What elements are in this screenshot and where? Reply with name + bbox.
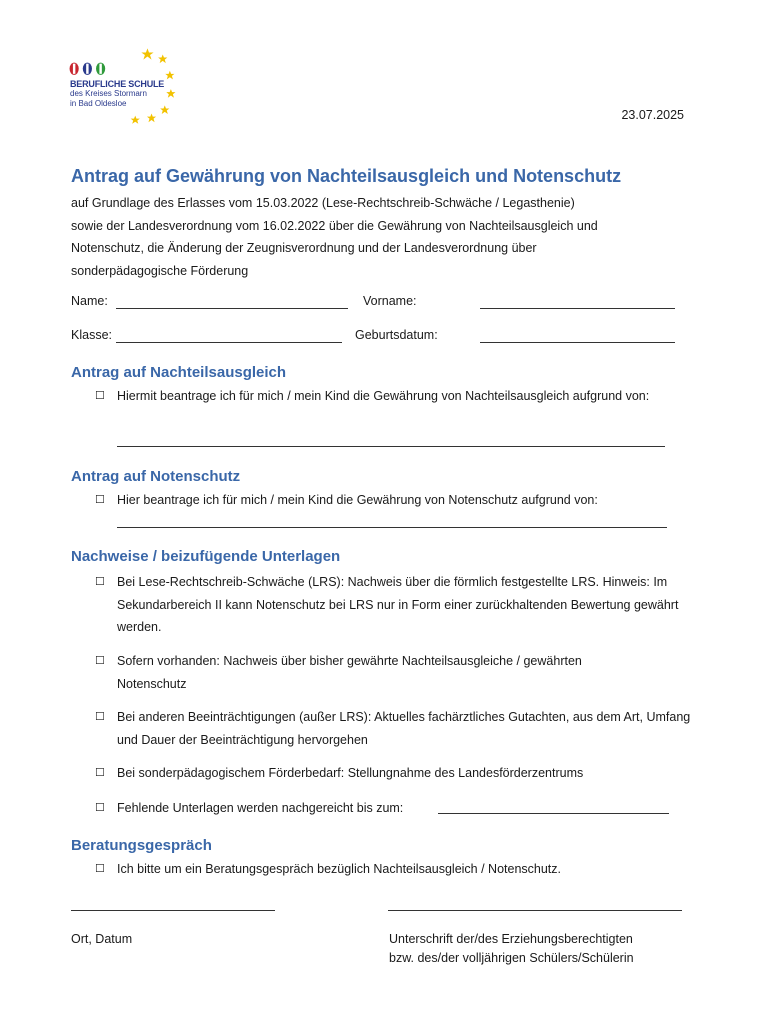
signature-field[interactable] — [388, 910, 682, 911]
intro-paragraph — [71, 192, 691, 282]
nachweis-text: Bei Lese-Rechtschreib-Schwäche (LRS): Nachweis über die förmlich festgestellte LRS. Hinweis: Im Sekundarbereich II kann Notenschutz bei LRS nur in Form einer zurückhaltenden Bewertung gewährt werden. — [117, 575, 679, 634]
checkbox[interactable]: ☐ — [95, 390, 105, 402]
logo-line-1: BERUFLICHE SCHULE — [70, 79, 165, 89]
beratung-option[interactable] — [95, 858, 705, 881]
checkbox[interactable]: ☐ — [95, 494, 105, 506]
checkbox[interactable]: ☐ — [95, 863, 105, 875]
checkbox[interactable]: ☐ — [95, 576, 105, 588]
nachweis-item[interactable] — [95, 706, 705, 751]
section-heading-nachweise: Nachweise / beizufügende Unterlagen — [71, 548, 341, 565]
klasse-field[interactable] — [116, 342, 342, 343]
checkbox[interactable]: ☐ — [95, 711, 105, 723]
notenschutz-reason-field[interactable] — [117, 527, 667, 528]
logo-line-2: des Kreises Stormarn — [70, 89, 147, 98]
nachteilsausgleich-reason-field[interactable] — [117, 446, 665, 447]
intro-line: sowie der Landesverordnung vom 16.02.2022 über die Gewährung von Nachteilsausgleich und — [71, 218, 598, 233]
nachweis-item[interactable] — [95, 762, 705, 785]
section-heading-nachteilsausgleich: Antrag auf Nachteilsausgleich — [71, 364, 287, 381]
geburtsdatum-label: Geburtsdatum: — [355, 328, 438, 342]
name-field[interactable] — [116, 308, 348, 309]
notenschutz-option[interactable] — [95, 489, 705, 512]
section-heading-notenschutz: Antrag auf Notenschutz — [71, 468, 241, 485]
notenschutz-text: Hier beantrage ich für mich / mein Kind die Gewährung von Notenschutz aufgrund von: — [117, 493, 598, 507]
ort-datum-label: Ort, Datum — [71, 932, 133, 946]
nachweis-text: Sofern vorhanden: Nachweis über bisher gewährte Nachteilsausgleiche / gewährten Notenschutz — [117, 654, 582, 691]
klasse-label: Klasse: — [71, 328, 112, 342]
nachweis-item[interactable] — [95, 797, 705, 820]
beratung-text: Ich bitte um ein Beratungsgespräch bezüglich Nachteilsausgleich / Notenschutz. — [117, 862, 562, 876]
logo-line-3: in Bad Oldesloe — [70, 99, 127, 108]
document-date: 23.07.2025 — [621, 108, 684, 122]
checkbox[interactable]: ☐ — [95, 802, 105, 814]
intro-line: sonderpädagogische Förderung — [71, 263, 249, 278]
nachweis-item[interactable] — [95, 650, 705, 695]
vorname-label: Vorname: — [363, 294, 417, 308]
nachweis-item[interactable] — [95, 571, 705, 639]
nachweis-text: Bei anderen Beeinträchtigungen (außer LRS): Aktuelles fachärztliches Gutachten, aus dem Art, Umfang und Dauer der Beeinträchtigung hervorgehen — [117, 710, 691, 747]
checkbox[interactable]: ☐ — [95, 767, 105, 779]
checkbox[interactable]: ☐ — [95, 655, 105, 667]
signature-label-line-2: bzw. des/der volljährigen Schülers/Schülerin — [389, 951, 634, 965]
intro-line: auf Grundlage des Erlasses vom 15.03.2022 (Lese-Rechtschreib-Schwäche / Legasthenie) — [71, 196, 575, 210]
vorname-field[interactable] — [480, 308, 675, 309]
intro-line: Notenschutz, die Änderung der Zeugnisverordnung und der Landesverordnung über — [71, 241, 537, 255]
nachteilsausgleich-option[interactable] — [95, 385, 705, 408]
nachweis-text: Fehlende Unterlagen werden nachgereicht bis zum: — [117, 801, 404, 815]
ort-datum-field[interactable] — [71, 910, 275, 911]
geburtsdatum-field[interactable] — [480, 342, 675, 343]
nachreichung-date-field[interactable] — [438, 813, 669, 814]
nachweis-text: Bei sonderpädagogischem Förderbedarf: Stellungnahme des Landesförderzentrums — [117, 766, 584, 780]
signature-label-line-1: Unterschrift der/des Erziehungsberechtigten — [389, 932, 633, 946]
name-label: Name: — [71, 294, 108, 308]
document-title: Antrag auf Gewährung von Nachteilsausgleich und Notenschutz — [71, 166, 622, 186]
logo-text — [70, 79, 164, 109]
section-heading-beratung: Beratungsgespräch — [71, 837, 212, 854]
nachteilsausgleich-text: Hiermit beantrage ich für mich / mein Kind die Gewährung von Nachteilsausgleich aufgrund von: — [117, 389, 650, 403]
